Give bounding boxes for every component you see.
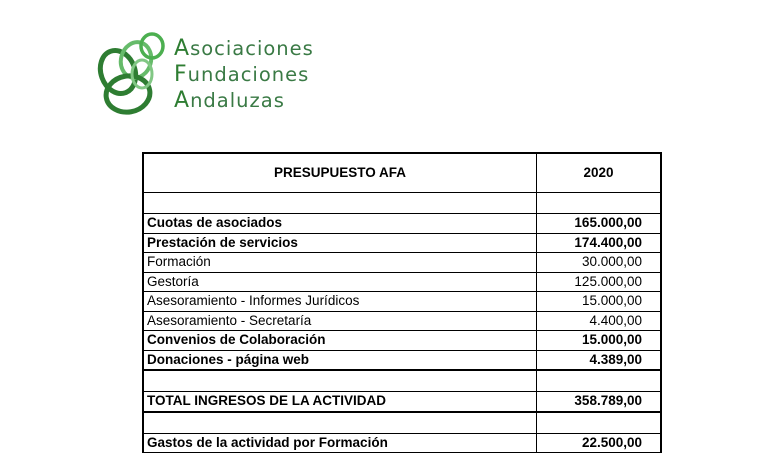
intertwined-rings-logo-icon	[92, 30, 172, 125]
table-row	[143, 253, 661, 273]
row-label: Convenios de Colaboración	[143, 331, 537, 351]
table-row	[143, 311, 661, 331]
header-label: PRESUPUESTO AFA	[143, 153, 537, 193]
table-row	[143, 272, 661, 292]
row-label: Asesoramiento - Informes Jurídicos	[143, 292, 537, 312]
total-value: 358.789,00	[537, 392, 662, 412]
table-row	[143, 214, 661, 234]
table-row	[143, 331, 661, 351]
logo-cap: F	[174, 62, 188, 87]
row-label: Donaciones - página web	[143, 350, 537, 370]
logo-cap: A	[174, 36, 191, 61]
logo-rest: ndaluzas	[190, 89, 285, 112]
total-row	[143, 392, 661, 412]
row-label: Gestoría	[143, 272, 537, 292]
table-row	[143, 292, 661, 312]
row-label: Cuotas de asociados	[143, 214, 537, 234]
logo-line-fundaciones	[174, 62, 314, 88]
row-value: 30.000,00	[537, 253, 662, 273]
row-value: 174.400,00	[537, 233, 662, 253]
row-label: Prestación de servicios	[143, 233, 537, 253]
row-value: 15.000,00	[537, 331, 662, 351]
table-row	[143, 233, 661, 253]
logo-line-asociaciones	[174, 36, 314, 62]
row-value: 22.500,00	[537, 433, 662, 453]
row-label: Asesoramiento - Secretaría	[143, 311, 537, 331]
row-value: 125.000,00	[537, 272, 662, 292]
logo-wordmark	[174, 36, 314, 114]
afa-logo	[92, 30, 312, 125]
logo-line-andaluzas	[174, 88, 314, 114]
table-header-row	[143, 153, 661, 193]
logo-rest: sociaciones	[190, 37, 314, 60]
logo-cap: A	[174, 88, 191, 113]
row-value: 4.400,00	[537, 311, 662, 331]
spacer-row	[143, 193, 661, 214]
budget-table	[142, 152, 662, 453]
row-label: Gastos de la actividad por Formación	[143, 433, 537, 453]
header-year: 2020	[537, 153, 662, 193]
table-row	[143, 350, 661, 370]
row-value: 15.000,00	[537, 292, 662, 312]
row-value: 165.000,00	[537, 214, 662, 234]
spacer-row	[143, 412, 661, 434]
row-value: 4.389,00	[537, 350, 662, 370]
table-row	[143, 433, 661, 453]
row-label: Formación	[143, 253, 537, 273]
logo-rest: undaciones	[187, 63, 310, 86]
spacer-row	[143, 370, 661, 392]
total-label: TOTAL INGRESOS DE LA ACTIVIDAD	[143, 392, 537, 412]
